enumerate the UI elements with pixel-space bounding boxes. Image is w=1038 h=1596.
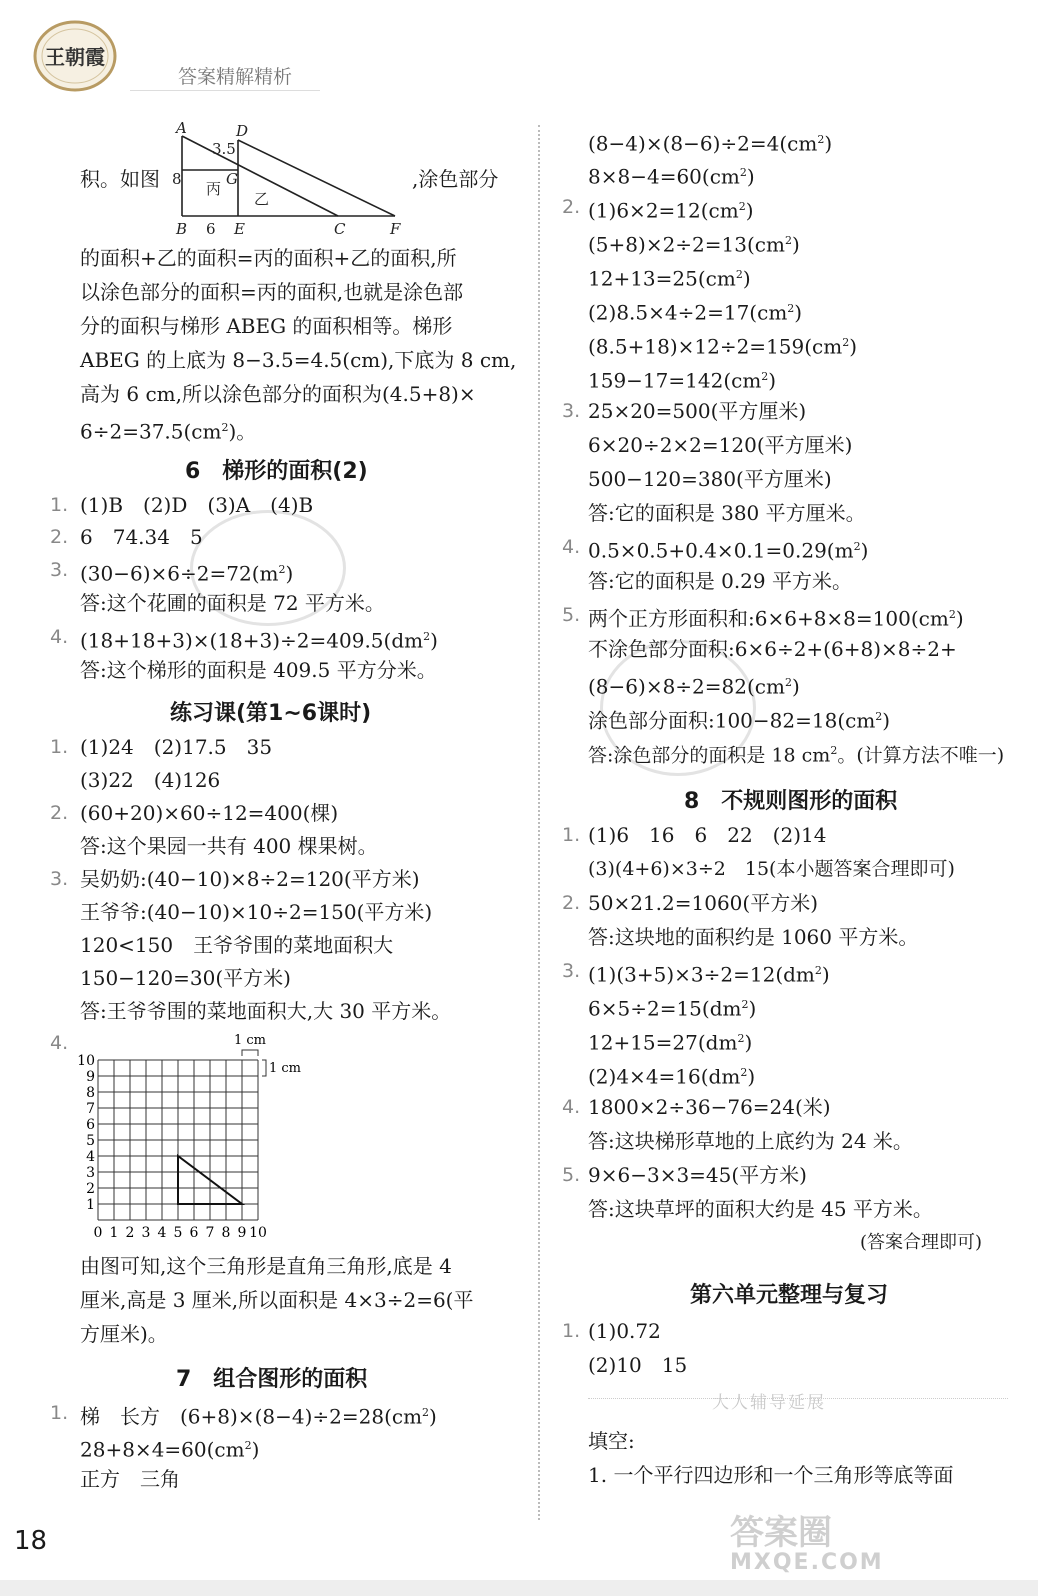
grid-figure [77, 1030, 340, 1255]
y-tick-label: 7 [86, 1101, 95, 1117]
trapezoid-figure [170, 120, 410, 240]
label-3-5: 3.5 [212, 140, 236, 158]
item-number: 2. [562, 196, 581, 218]
unit-bracket-y [262, 1060, 266, 1076]
section-title: 练习课(第1~6课时) [170, 701, 372, 726]
item-number: 3. [50, 868, 69, 890]
text-line: 分的面积与梯形 ABEG 的面积相等。梯形 [80, 314, 453, 338]
header-rule [130, 90, 320, 91]
section-title: 7 组合图形的面积 [176, 1367, 368, 1392]
x-tick-label: 7 [205, 1225, 215, 1241]
page-number: 18 [14, 1526, 48, 1556]
unit-label-y: 1 cm [269, 1061, 302, 1076]
text-line: 吴奶奶:(40−10)×8÷2=120(平方米) [80, 867, 420, 891]
section-title: 6 梯形的面积(2) [185, 459, 368, 484]
text-line: $(30-6)\times 6\div 2=72(m^2)$ [80, 561, 294, 586]
y-tick-label: 10 [77, 1053, 95, 1069]
section-title: 8 不规则图形的面积 [684, 789, 898, 814]
text-line: $0.5\times 0.5+0.4\times 0.1=0.29(m^2)$ [588, 538, 869, 563]
text-line: $(8-6)\times 8\div 2=82(cm^2)$ [588, 674, 800, 699]
text-line: 9×6−3×3=45(平方米) [588, 1163, 807, 1187]
text-line: (3)(4+6)×3÷2 15(本小题答案合理即可) [588, 858, 955, 880]
text-line: 王爷爷:(40−10)×10÷2=150(平方米) [80, 900, 433, 924]
text-line: (60+20)×60÷12=400(棵) [80, 801, 339, 825]
text-line: 方厘米)。 [80, 1322, 168, 1346]
text-line: $(8.5+18)\times 12\div 2=159(cm^2)$ [588, 334, 858, 359]
item-number: 1. [562, 1320, 581, 1342]
item-number: 3. [562, 960, 581, 982]
text-line: (1)B (2)D (3)A (4)B [80, 493, 314, 517]
text-line: 由图可知,这个三角形是直角三角形,底是 4 [80, 1254, 452, 1278]
label-c: C [334, 220, 346, 238]
text-line: (3)22 (4)126 [80, 768, 221, 792]
text-line: $(8-4)\times(8-6)\div 2=4(cm^2)$ [588, 131, 833, 156]
text-line: 1. 一个平行四边形和一个三角形等底等面 [588, 1463, 954, 1487]
text-line: $(2)4\times 4=16(dm^2)$ [588, 1064, 756, 1089]
label-bing: 丙 [206, 180, 222, 198]
answer-line: 答:它的面积是 380 平方厘米。 [588, 501, 866, 525]
page-bottom-strip [0, 1580, 1038, 1596]
text-line: (1)24 (2)17.5 35 [80, 735, 273, 759]
brand-logo [30, 14, 120, 94]
y-tick-label: 5 [86, 1133, 95, 1149]
text-line: 梯 长方 $(6+8)\times(8-4)\div 2=28(cm^2)$ [80, 1404, 437, 1429]
text-line: $12+15=27(dm^2)$ [588, 1030, 753, 1055]
item-number: 2. [562, 892, 581, 914]
answer-line: 答:这块草坪的面积大约是 45 平方米。 [588, 1197, 933, 1221]
column-divider [538, 125, 540, 1520]
text-line: 50×21.2=1060(平方米) [588, 891, 818, 915]
text-line: $(2)8.5\times 4\div 2=17(cm^2)$ [588, 300, 803, 325]
text-line: 填空: [588, 1429, 635, 1453]
item-number: 5. [562, 1164, 581, 1186]
item-number: 2. [50, 802, 69, 824]
y-tick-label: 6 [86, 1117, 95, 1133]
y-tick-label: 4 [86, 1149, 95, 1165]
label-b: B [176, 220, 188, 238]
answer-line: 答:它的面积是 0.29 平方米。 [588, 569, 852, 593]
text-line: $28+8\times 4=60(cm^2)$ [80, 1437, 260, 1462]
text-line: (1)0.72 [588, 1319, 661, 1343]
answer-line: 答:这个果园一共有 400 棵果树。 [80, 834, 378, 858]
item-number: 3. [50, 559, 69, 581]
item-number: 3. [562, 400, 581, 422]
text-line: 以涂色部分的面积=丙的面积,也就是涂色部 [80, 280, 464, 304]
item-number: 5. [562, 604, 581, 626]
text-line: 500−120=380(平方厘米) [588, 467, 832, 491]
y-tick-label: 2 [86, 1181, 95, 1197]
x-tick-label: 3 [141, 1225, 151, 1241]
answer-line: 答:这块梯形草地的上底约为 24 米。 [588, 1129, 913, 1153]
answer-line: 答:这个梯形的面积是 409.5 平方分米。 [80, 658, 437, 682]
text-line: 25×20=500(平方厘米) [588, 399, 807, 423]
text-line: $(1)(3+5)\times 3\div 2=12(dm^2)$ [588, 962, 830, 987]
answer-line: 答:这个花圃的面积是 72 平方米。 [80, 591, 385, 615]
y-tick-label: 8 [86, 1085, 95, 1101]
note-line: (答案合理即可) [860, 1232, 983, 1253]
header-title: 答案精解精析 [178, 66, 293, 88]
text-line: 1800×2÷36−76=24(米) [588, 1095, 831, 1119]
label-yi: 乙 [254, 190, 270, 208]
text-line: 120<150 王爷爷围的菜地面积大 [80, 933, 394, 957]
answer-line: 答:王爷爷围的菜地面积大,大 30 平方米。 [80, 999, 452, 1023]
x-tick-label: 0 [93, 1225, 103, 1241]
text-line: 正方 三角 [80, 1467, 180, 1491]
text-line: 两个正方形面积和$:6\times 6+8\times 8=100(cm^2)$ [588, 606, 964, 631]
text-line: 涂色部分面积$:100-82=18(cm^2)$ [588, 708, 891, 733]
unit-bracket-x [242, 1050, 258, 1056]
text-line: ABEG 的上底为 8−3.5=4.5(cm),下底为 8 cm, [80, 348, 517, 372]
item-number: 2. [50, 526, 69, 548]
item-number: 4. [562, 1096, 581, 1118]
item-number: 1. [562, 824, 581, 846]
text-line: 厘米,高是 3 厘米,所以面积是 4×3÷2=6(平 [80, 1288, 474, 1312]
answer-line: 答:涂色部分的面积是 18 $cm^2$。(计算方法不唯一) [588, 744, 1005, 767]
x-tick-label: 5 [173, 1225, 183, 1241]
label-8: 8 [172, 170, 182, 188]
answer-line: 答:这块地的面积约是 1060 平方米。 [588, 925, 919, 949]
x-tick-label: 8 [221, 1225, 231, 1241]
x-tick-label: 9 [237, 1225, 247, 1241]
x-tick-label: 4 [157, 1225, 167, 1241]
section-title: 第六单元整理与复习 [690, 1283, 889, 1308]
text-line: 6 74.34 5 [80, 525, 203, 549]
text-line: $(5+8)\times 2\div 2=13(cm^2)$ [588, 232, 800, 257]
item-number: 4. [50, 626, 69, 648]
text-line: 积。如图 [80, 167, 160, 191]
item-number: 1. [50, 1402, 69, 1424]
label-6: 6 [206, 220, 216, 238]
brand-name: 王朝霞 [45, 45, 105, 69]
text-line: 的面积+乙的面积=丙的面积+乙的面积,所 [80, 246, 457, 270]
y-tick-label: 3 [86, 1165, 95, 1181]
text-line: $12+13=25(cm^2)$ [588, 266, 751, 291]
y-tick-label: 9 [86, 1069, 95, 1085]
text-line: $8\times 8-4=60(cm^2)$ [588, 164, 755, 189]
label-f: F [390, 220, 401, 238]
text-line: $6\times 5\div 2=15(dm^2)$ [588, 996, 757, 1021]
y-tick-label: 1 [86, 1197, 95, 1213]
label-g: G [226, 170, 238, 188]
text-line: $159-17=142(cm^2)$ [588, 368, 777, 393]
text-line: $(18+18+3)\times(18+3)\div 2=409.5(dm^2)$ [80, 628, 438, 653]
text-line: 不涂色部分面积:6×6÷2+(6+8)×8÷2+ [588, 637, 957, 661]
label-d: D [236, 122, 249, 140]
label-a: A [176, 119, 187, 137]
text-line: (2)10 15 [588, 1353, 688, 1377]
x-tick-label: 1 [109, 1225, 119, 1241]
text-line: $(1)6\times 2=12(cm^2)$ [588, 198, 754, 223]
x-tick-label: 10 [249, 1225, 267, 1241]
x-tick-label: 6 [189, 1225, 199, 1241]
x-tick-label: 2 [125, 1225, 135, 1241]
text-line: 150−120=30(平方米) [80, 966, 291, 990]
text-line: 高为 6 cm,所以涂色部分的面积为(4.5+8)× [80, 382, 476, 406]
item-number: 1. [50, 736, 69, 758]
item-number: 4. [50, 1032, 69, 1054]
unit-label-x: 1 cm [233, 1033, 267, 1048]
text-line: ,涂色部分 [412, 167, 499, 191]
extension-label: 大人辅导延展 [712, 1393, 826, 1413]
text-line: $6\div 2=37.5(cm^2)$。 [80, 419, 257, 444]
text-line: (1)6 16 6 22 (2)14 [588, 823, 827, 847]
label-e: E [234, 220, 245, 238]
text-line: 6×20÷2×2=120(平方厘米) [588, 433, 853, 457]
site-watermark: 答案圈 MXQE.COM [730, 1513, 884, 1575]
item-number: 4. [562, 536, 581, 558]
item-number: 1. [50, 494, 69, 516]
